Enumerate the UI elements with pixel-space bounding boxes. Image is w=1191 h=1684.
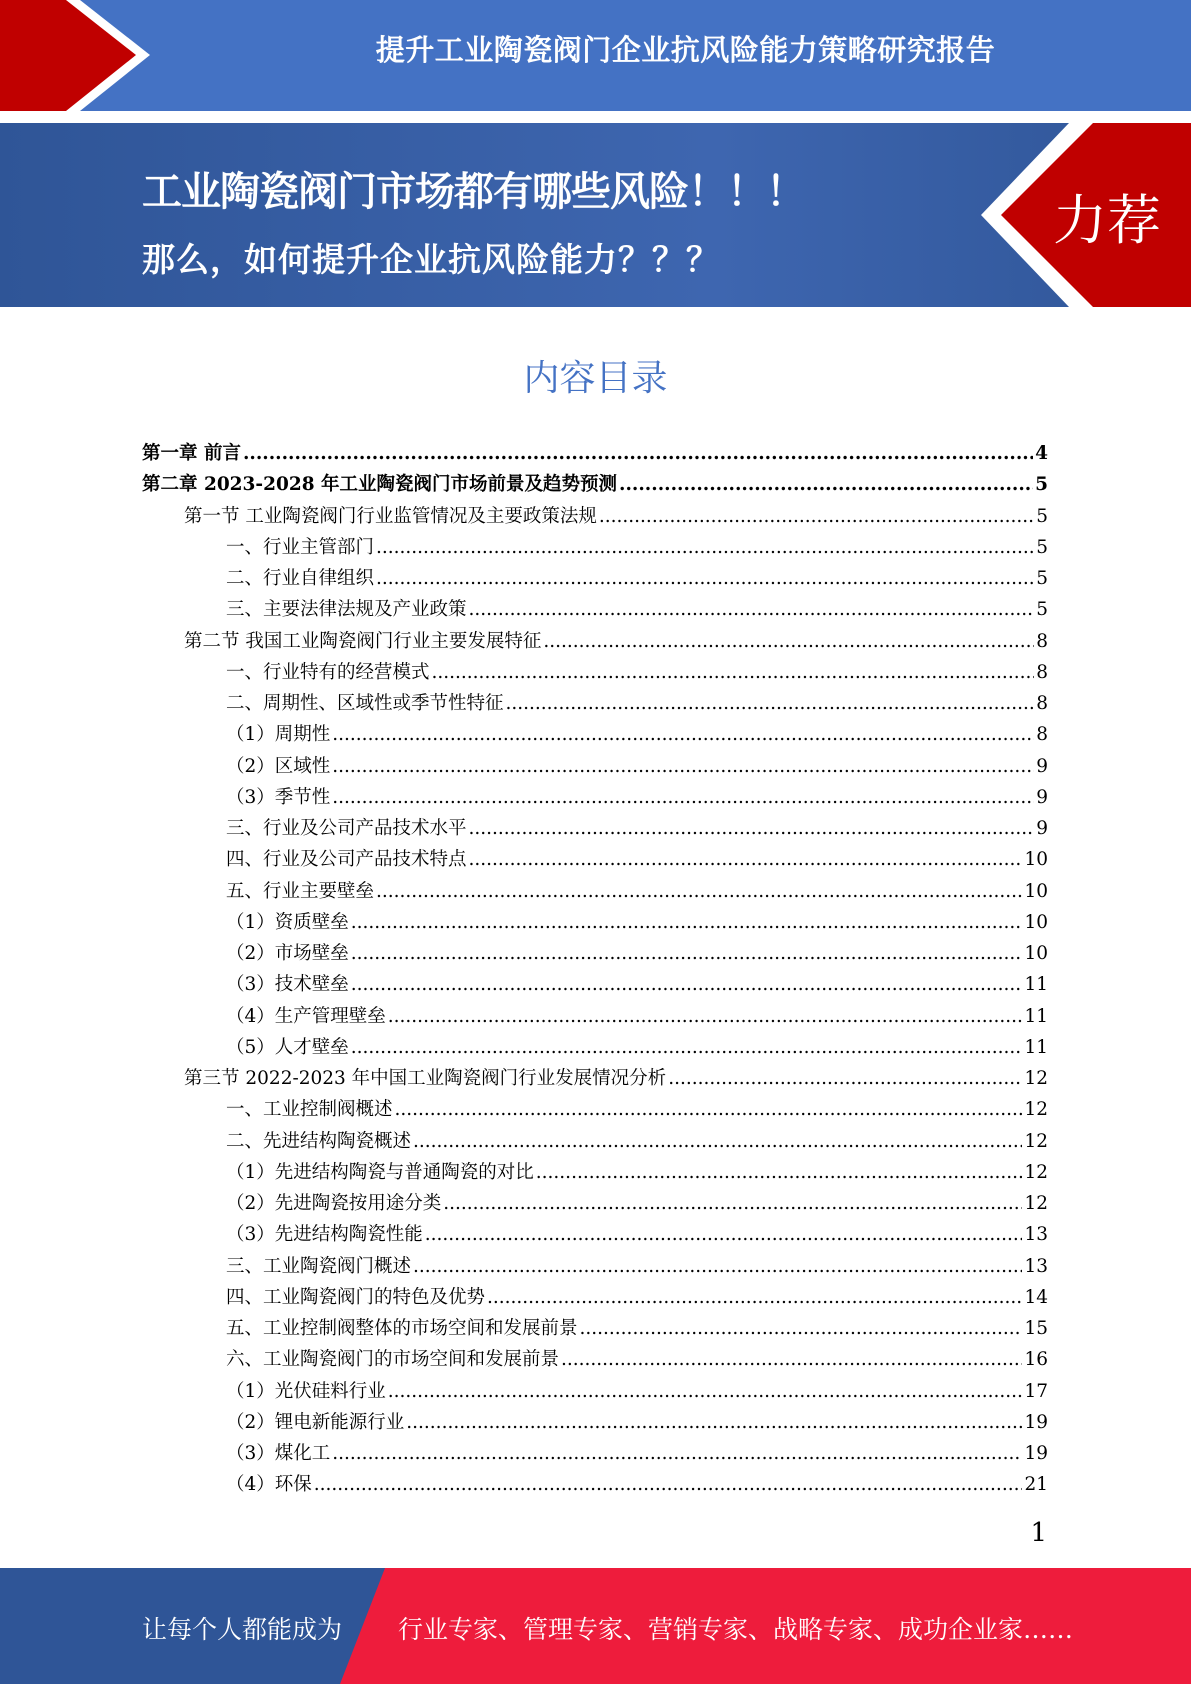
- toc-dot-leader: [314, 1469, 1023, 1500]
- toc-entry-page: 8: [1036, 724, 1048, 746]
- toc-entry[interactable]: [142, 719, 1048, 750]
- toc-dot-leader: [413, 1126, 1022, 1157]
- toc-dot-leader: [351, 907, 1023, 938]
- toc-dot-leader: [668, 1063, 1022, 1094]
- toc-title: 内容目录: [523, 358, 668, 399]
- toc-entry[interactable]: [142, 1282, 1048, 1313]
- toc-entry[interactable]: [142, 1313, 1048, 1344]
- toc-entry[interactable]: [142, 1344, 1048, 1375]
- toc-entry-page: 5: [1036, 568, 1048, 589]
- toc-entry-label: （2）锂电新能源行业: [226, 1411, 405, 1433]
- headline-risks: 工业陶瓷阀门市场都有哪些风险！！！: [142, 169, 805, 215]
- toc-dot-leader: [432, 657, 1035, 688]
- toc-dot-leader: [536, 1157, 1023, 1188]
- footer-slogan-left: 让每个人都能成为: [142, 1615, 343, 1644]
- toc-entry[interactable]: [142, 563, 1048, 594]
- toc-entry-page: 12: [1024, 1099, 1048, 1121]
- toc-entry-page: 12: [1024, 1193, 1048, 1214]
- toc-dot-leader: [599, 501, 1034, 532]
- toc-dot-leader: [332, 751, 1034, 782]
- toc-entry-label: 第二节 我国工业陶瓷阀门行业主要发展特征: [184, 630, 542, 652]
- toc-dot-leader: [376, 532, 1034, 563]
- toc-entry-page: 11: [1024, 1005, 1048, 1027]
- toc-entry[interactable]: [142, 1188, 1048, 1219]
- toc-entry-page: 9: [1036, 786, 1048, 808]
- toc-entry-label: 一、行业特有的经营模式: [226, 661, 430, 683]
- toc-entry-label: （2）区域性: [226, 755, 331, 777]
- toc-entry[interactable]: [142, 532, 1048, 563]
- toc-dot-leader: [243, 438, 1033, 469]
- toc-entry-page: 12: [1024, 1130, 1048, 1152]
- toc-dot-leader: [332, 782, 1034, 813]
- toc-entry[interactable]: [142, 938, 1048, 969]
- toc-entry-page: 10: [1024, 911, 1048, 933]
- toc-entry-page: 19: [1024, 1411, 1048, 1433]
- toc-entry-page: 17: [1024, 1380, 1048, 1402]
- toc-dot-leader: [332, 1438, 1022, 1469]
- table-of-contents: [142, 438, 1048, 1501]
- recommend-badge: 力荐: [1053, 189, 1161, 252]
- toc-dot-leader: [469, 813, 1035, 844]
- toc-dot-leader: [388, 1001, 1023, 1032]
- toc-dot-leader: [543, 626, 1034, 657]
- toc-entry-page: 11: [1024, 974, 1048, 996]
- toc-dot-leader: [487, 1282, 1022, 1313]
- toc-entry-label: （5）人才壁垒: [226, 1036, 349, 1058]
- toc-entry-page: 13: [1024, 1224, 1048, 1246]
- toc-entry-label: （2）先进陶瓷按用途分类: [226, 1193, 442, 1214]
- toc-entry[interactable]: [142, 1469, 1048, 1500]
- toc-entry[interactable]: [142, 813, 1048, 844]
- toc-entry-page: 16: [1024, 1349, 1048, 1371]
- toc-entry-page: 5: [1035, 474, 1048, 496]
- toc-entry[interactable]: [142, 1157, 1048, 1188]
- toc-entry-label: 四、行业及公司产品技术特点: [226, 849, 467, 871]
- toc-dot-leader: [506, 688, 1035, 719]
- toc-entry-page: 12: [1024, 1068, 1048, 1089]
- toc-dot-leader: [351, 969, 1023, 1000]
- toc-entry[interactable]: [142, 1032, 1048, 1063]
- toc-dot-leader: [413, 1251, 1022, 1282]
- toc-entry-page: 5: [1036, 505, 1048, 527]
- toc-entry-label: （4）生产管理壁垒: [226, 1005, 386, 1027]
- toc-entry-label: 五、行业主要壁垒: [226, 880, 375, 902]
- toc-entry-page: 8: [1036, 630, 1048, 652]
- toc-entry[interactable]: [142, 1407, 1048, 1438]
- toc-entry-label: 二、周期性、区域性或季节性特征: [226, 693, 504, 714]
- toc-entry[interactable]: [142, 469, 1048, 500]
- toc-entry-label: 三、行业及公司产品技术水平: [226, 818, 467, 839]
- toc-entry-label: 二、先进结构陶瓷概述: [226, 1130, 412, 1152]
- toc-dot-leader: [351, 938, 1023, 969]
- toc-entry-label: （2）市场壁垒: [226, 943, 349, 964]
- toc-entry-page: 9: [1036, 755, 1048, 777]
- toc-entry[interactable]: [142, 1094, 1048, 1125]
- report-title: 提升工业陶瓷阀门企业抗风险能力策略研究报告: [375, 33, 996, 67]
- toc-dot-leader: [469, 844, 1023, 875]
- toc-entry-page: 4: [1035, 443, 1048, 464]
- toc-entry[interactable]: [142, 1063, 1048, 1094]
- toc-entry-page: 13: [1024, 1255, 1048, 1277]
- toc-entry-label: （3）先进结构陶瓷性能: [226, 1224, 423, 1246]
- toc-entry[interactable]: [142, 844, 1048, 875]
- toc-entry-label: （1）先进结构陶瓷与普通陶瓷的对比: [226, 1161, 534, 1183]
- toc-entry-page: 12: [1024, 1161, 1048, 1183]
- toc-entry[interactable]: [142, 1219, 1048, 1250]
- toc-entry-page: 21: [1024, 1474, 1048, 1496]
- toc-dot-leader: [619, 469, 1033, 500]
- toc-entry-page: 8: [1036, 661, 1048, 683]
- toc-entry-label: 第一节 工业陶瓷阀门行业监管情况及主要政策法规: [184, 505, 597, 527]
- toc-entry-label: 六、工业陶瓷阀门的市场空间和发展前景: [226, 1349, 560, 1371]
- toc-entry-label: 第二章 2023-2028 年工业陶瓷阀门市场前景及趋势预测: [142, 474, 618, 496]
- toc-entry[interactable]: [142, 594, 1048, 625]
- footer-slogan-right: 行业专家、管理专家、营销专家、战略专家、成功企业家……: [398, 1615, 1074, 1644]
- toc-entry[interactable]: [142, 751, 1048, 782]
- toc-dot-leader: [580, 1313, 1023, 1344]
- toc-dot-leader: [443, 1188, 1022, 1219]
- toc-entry[interactable]: [142, 688, 1048, 719]
- toc-entry-page: 19: [1024, 1443, 1048, 1464]
- toc-entry[interactable]: [142, 1438, 1048, 1469]
- toc-entry[interactable]: [142, 876, 1048, 907]
- toc-entry-label: （3）季节性: [226, 786, 331, 808]
- toc-entry-page: 15: [1024, 1318, 1048, 1339]
- toc-entry-label: 二、行业自律组织: [226, 568, 375, 589]
- toc-entry-label: （3）技术壁垒: [226, 974, 349, 996]
- toc-entry[interactable]: [142, 1126, 1048, 1157]
- toc-dot-leader: [469, 594, 1035, 625]
- toc-entry-page: 5: [1036, 536, 1048, 558]
- toc-entry-page: 14: [1024, 1286, 1048, 1308]
- toc-dot-leader: [561, 1344, 1022, 1375]
- toc-dot-leader: [406, 1407, 1022, 1438]
- toc-entry-page: 10: [1024, 880, 1048, 902]
- toc-entry[interactable]: [142, 657, 1048, 688]
- toc-dot-leader: [332, 719, 1034, 750]
- toc-dot-leader: [376, 563, 1034, 594]
- toc-entry[interactable]: [142, 1376, 1048, 1407]
- toc-entry-label: 四、工业陶瓷阀门的特色及优势: [226, 1286, 486, 1308]
- toc-entry-label: 一、工业控制阀概述: [226, 1099, 393, 1121]
- toc-entry-page: 10: [1024, 943, 1048, 964]
- toc-entry-label: （1）资质壁垒: [226, 911, 349, 933]
- toc-entry-label: 一、行业主管部门: [226, 536, 375, 558]
- toc-dot-leader: [395, 1094, 1023, 1125]
- toc-entry-label: （1）周期性: [226, 724, 331, 746]
- toc-entry-page: 11: [1024, 1036, 1048, 1058]
- toc-entry[interactable]: [142, 969, 1048, 1000]
- toc-entry-label: （3）煤化工: [226, 1443, 331, 1464]
- toc-entry[interactable]: [142, 782, 1048, 813]
- toc-entry[interactable]: [142, 501, 1048, 532]
- toc-entry-page: 8: [1036, 693, 1048, 714]
- toc-entry-label: 五、工业控制阀整体的市场空间和发展前景: [226, 1318, 578, 1339]
- toc-entry[interactable]: [142, 1251, 1048, 1282]
- toc-entry-page: 10: [1024, 849, 1048, 871]
- toc-entry-label: 三、工业陶瓷阀门概述: [226, 1255, 412, 1277]
- toc-entry-label: 第三节 2022-2023 年中国工业陶瓷阀门行业发展情况分析: [184, 1068, 667, 1089]
- toc-entry[interactable]: [142, 907, 1048, 938]
- headline-question: 那么，如何提升企业抗风险能力？？？: [142, 240, 720, 279]
- toc-entry-page: 5: [1036, 599, 1048, 621]
- toc-dot-leader: [425, 1219, 1023, 1250]
- toc-entry-label: （4）环保: [226, 1474, 312, 1496]
- toc-entry[interactable]: [142, 438, 1048, 469]
- toc-entry[interactable]: [142, 1001, 1048, 1032]
- toc-entry-label: 三、主要法律法规及产业政策: [226, 599, 467, 621]
- toc-dot-leader: [376, 876, 1022, 907]
- toc-entry-label: 第一章 前言: [142, 443, 241, 464]
- toc-dot-leader: [351, 1032, 1023, 1063]
- toc-entry[interactable]: [142, 626, 1048, 657]
- toc-entry-page: 9: [1036, 818, 1048, 839]
- toc-entry-label: （1）光伏硅料行业: [226, 1380, 386, 1402]
- toc-dot-leader: [388, 1376, 1023, 1407]
- page-number: 1: [1030, 1518, 1047, 1548]
